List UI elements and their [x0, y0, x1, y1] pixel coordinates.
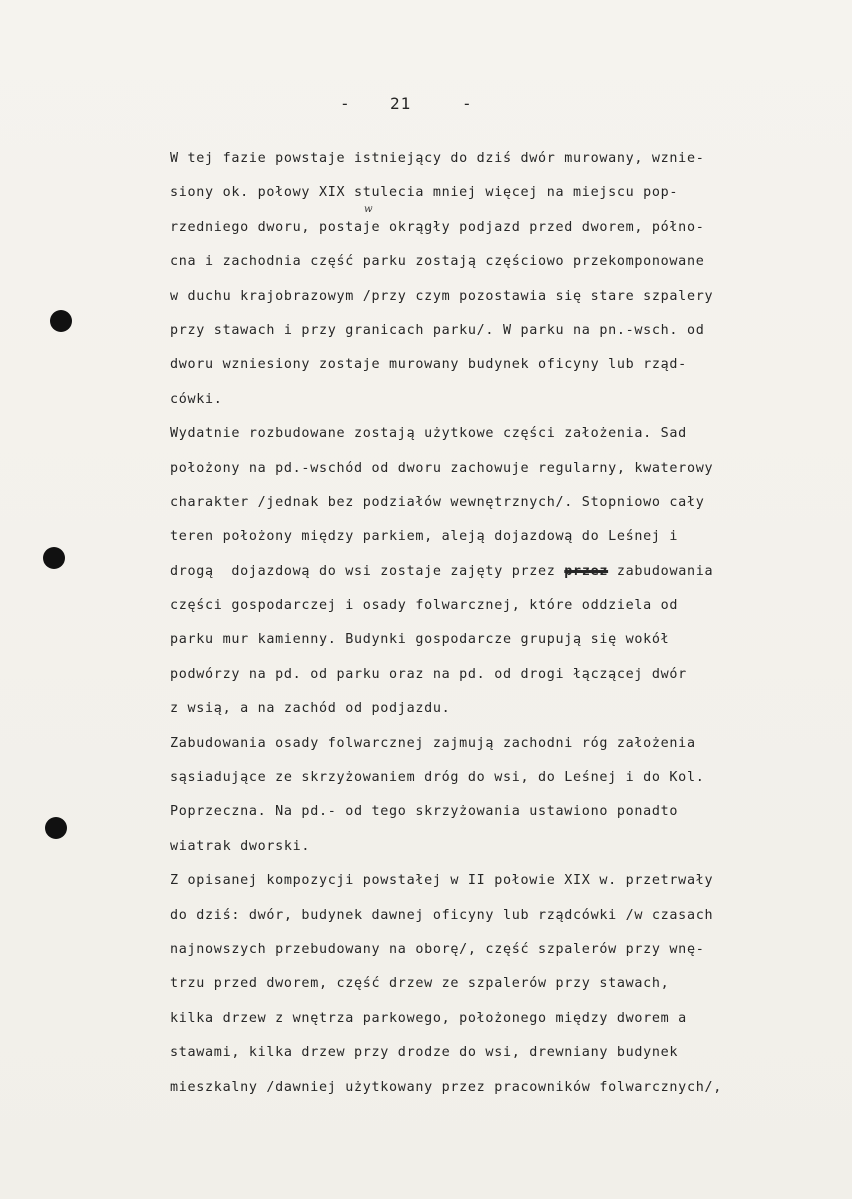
text-line: przy stawach i przy granicach parku/. W parku na pn.-wsch. od	[170, 322, 705, 338]
text-line: wiatrak dworski.	[170, 838, 311, 854]
punch-hole-icon	[45, 817, 67, 839]
text-line: Z opisanej kompozycji powstałej w II połowie XIX w. przetrwały	[170, 873, 714, 889]
text-line: stawami, kilka drzew przy drodze do wsi, drewniany budynek	[170, 1045, 679, 1061]
text-line: mieszkalny /dawniej użytkowany przez pracowników folwarcznych/,	[170, 1079, 722, 1095]
text-line: teren położony między parkiem, aleją dojazdową do Leśnej i	[170, 529, 679, 545]
text-line: trzu przed dworem, część drzew ze szpalerów przy stawach,	[170, 976, 670, 992]
text-line: do dziś: dwór, budynek dawnej oficyny lub rządcówki /w czasach	[170, 907, 714, 923]
text-line: Wydatnie rozbudowane zostają użytkowe części założenia. Sad	[170, 426, 687, 442]
text-line: w duchu krajobrazowym /przy czym pozostawia się stare szpalery	[170, 288, 714, 304]
text-line: W tej fazie powstaje istniejący do dziś dwór murowany, wznie-	[170, 151, 705, 166]
text-line: dworu wzniesiony zostaje murowany budynek oficyny lub rząd-	[170, 357, 687, 373]
page-number-dash-left: -	[340, 94, 351, 113]
punch-hole-icon	[43, 547, 65, 569]
page-number-value: 21	[390, 94, 412, 113]
handwritten-correction: w	[364, 204, 373, 215]
text-line: podwórzy na pd. od parku oraz na pd. od drogi łączącej dwór	[170, 666, 687, 682]
text-line: parku mur kamienny. Budynki gospodarcze grupują się wokół	[170, 632, 670, 648]
text-line: cna i zachodnia część parku zostają częściowo przekomponowane	[170, 254, 705, 270]
text-line: cówki.	[170, 391, 223, 407]
text-line: rzedniego dworu, postaje okrągły podjazd przed dworem, półno-	[170, 219, 705, 235]
text-line: Poprzeczna. Na pd.- od tego skrzyżowania ustawiono ponadto	[170, 804, 679, 820]
text-line: kilka drzew z wnętrza parkowego, położonego między dworem a	[170, 1010, 687, 1026]
text-line-with-strikeout	[170, 559, 830, 593]
text-line-start: drogą dojazdową do wsi zostaje zajęty przez	[170, 563, 556, 579]
punch-hole-icon	[50, 310, 72, 332]
text-line: położony na pd.-wschód od dworu zachowuje regularny, kwaterowy	[170, 460, 714, 476]
text-line: z wsią, a na zachód od podjazdu.	[170, 701, 451, 717]
text-line-end: zabudowania	[608, 563, 714, 579]
text-line: części gospodarczej i osady folwarcznej, które oddziela od	[170, 598, 679, 614]
struck-out-word: przez	[564, 563, 609, 579]
text-line: najnowszych przebudowany na oborę/, część szpalerów przy wnę-	[170, 941, 705, 957]
text-line: charakter /jednak bez podziałów wewnętrznych/. Stopniowo cały	[170, 494, 705, 510]
page-number-dash-right: -	[462, 94, 473, 113]
text-line: siony ok. połowy XIX stulecia mniej więcej na miejscu pop-	[170, 185, 679, 201]
body-text	[170, 146, 830, 1109]
text-line: Zabudowania osady folwarcznej zajmują zachodni róg założenia	[170, 735, 696, 751]
text-line: sąsiadujące ze skrzyżowaniem dróg do wsi, do Leśnej i do Kol.	[170, 770, 705, 786]
